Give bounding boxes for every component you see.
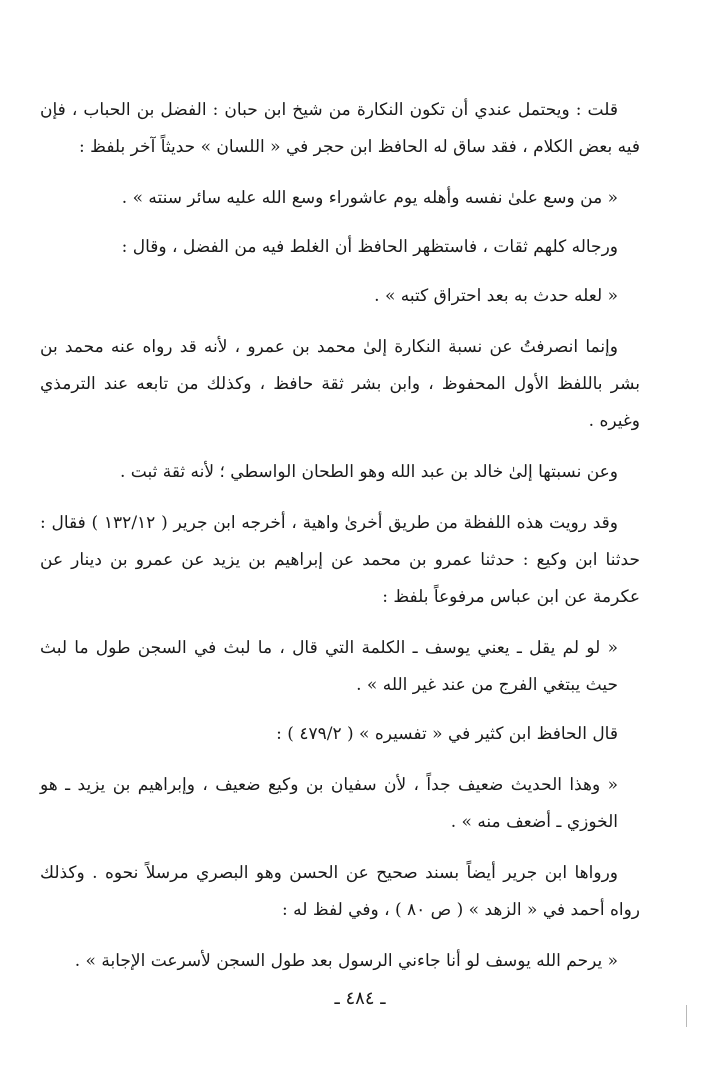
margin-mark — [686, 1005, 687, 1027]
paragraph-7: ورواها ابن جرير أيضاً بسند صحيح عن الحسن وهو البصري مرسلاً نحوه . وكذلك رواه أحمد في « الزهد » ( ص ٨٠ ) ، وفي لفظ له : — [40, 863, 640, 920]
paragraph-6: قال الحافظ ابن كثير في « تفسيره » ( ٤٧٩/٢ ) : — [276, 724, 618, 744]
page-body — [40, 92, 640, 980]
paragraph-5: وقد رويت هذه اللفظة من طريق أخرىٰ واهية ، أخرجه ابن جرير ( ١٣٢/١٢ ) فقال : حدثنا ابن وكيع : حدثنا عمرو بن محمد عن إبراهيم بن يزيد عن عمرو بن دينار عن عكرمة عن ابن عباس مرفوعاً بلفظ : — [40, 513, 640, 607]
quote-3: « لو لم يقل ـ يعني يوسف ـ الكلمة التي قال ، ما لبث في السجن طول ما لبث حيث يبتغي الفرج من عند غير الله » . — [40, 638, 618, 695]
paragraph-4: وعن نسبتها إلىٰ خالد بن عبد الله وهو الطحان الواسطي ؛ لأنه ثقة ثبت . — [119, 462, 618, 482]
quote-2: « لعله حدث به بعد احتراق كتبه » . — [374, 286, 618, 306]
page-number: ـ ٤٨٤ ـ — [334, 988, 386, 1009]
quote-1: « من وسع علىٰ نفسه وأهله يوم عاشوراء وسع الله عليه سائر سنته » . — [121, 188, 618, 208]
paragraph-1: قلت : ويحتمل عندي أن تكون النكارة من شيخ ابن حبان : الفضل بن الحباب ، فإن فيه بعض الكلام ، فقد ساق له الحافظ ابن حجر في « اللسان » حديثاً آخر بلفظ : — [40, 100, 640, 157]
paragraph-3: وإنما انصرفتُ عن نسبة النكارة إلىٰ محمد بن عمرو ، لأنه قد رواه عنه محمد بن بشر باللفظ الأول المحفوظ ، وابن بشر ثقة حافظ ، وكذلك من تابعه عند الترمذي وغيره . — [40, 337, 640, 431]
quote-5: « يرحم الله يوسف لو أنا جاءني الرسول بعد طول السجن لأسرعت الإجابة » . — [74, 951, 618, 971]
quote-4: « وهذا الحديث ضعيف جداً ، لأن سفيان بن وكيع ضعيف ، وإبراهيم بن يزيد ـ هو الخوزي ـ أضعف منه » . — [40, 775, 618, 832]
paragraph-2: ورجاله كلهم ثقات ، فاستظهر الحافظ أن الغلط فيه من الفضل ، وقال : — [121, 237, 618, 257]
